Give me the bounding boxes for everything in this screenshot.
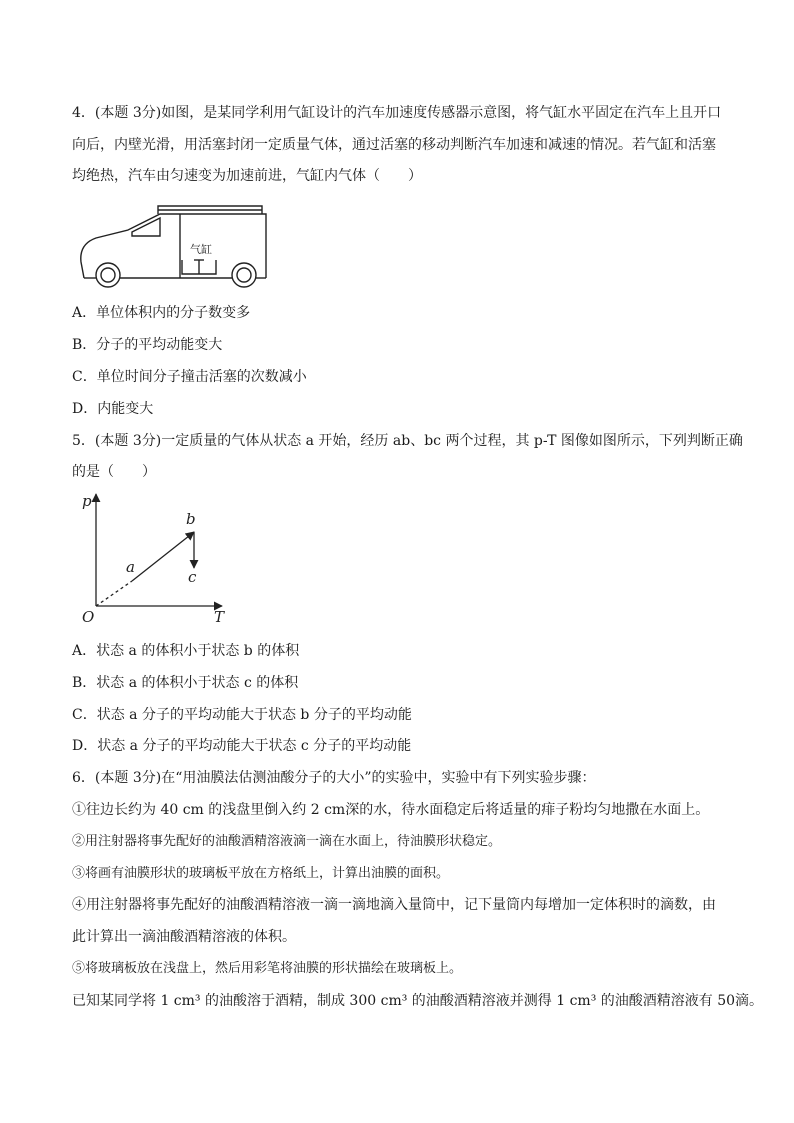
p-T-graph [76,488,236,628]
q5-option-a: A．状态 a 的体积小于状态 b 的体积 [72,643,300,659]
car-cylinder-figure [76,200,276,292]
q6-step-5: ⑤将玻璃板放在浅盘上，然后用彩笔将油膜的形状描绘在玻璃板上。 [72,961,463,976]
q5-stem-line-2: 的是（ ） [72,464,156,480]
q6-step-3: ③将画有油膜形状的玻璃板平放在方格纸上，计算出油膜的面积。 [72,866,450,881]
cylinder-label: 气缸 [190,243,212,256]
q4-stem-line-2: 向后，内壁光滑，用活塞封闭一定质量气体，通过活塞的移动判断汽车加速和减速的情况。若气缸和活塞 [72,137,716,153]
y-axis-label: p [82,492,92,510]
q6-step-2: ②用注射器将事先配好的油酸酒精溶液滴一滴在水面上，待油膜形状稳定。 [72,834,502,849]
process-ab-line [132,532,194,581]
q4-option-a: A．单位体积内的分子数变多 [72,305,251,321]
q6-step-1: ①往边长约为 40 cm 的浅盘里倒入约 2 cm深的水，待水面稳定后将适量的痱子粉均匀地撒在水面上。 [72,802,710,818]
extension-dashed-line [96,581,132,606]
point-b-label: b [186,510,196,528]
q6-step-4-line-1: ④用注射器将事先配好的油酸酒精溶液一滴一滴地滴入量筒中，记下量筒内每增加一定体积时的滴数，由 [72,897,716,913]
q4-stem-line-1: 4．(本题 3分)如图，是某同学利用气缸设计的汽车加速度传感器示意图，将气缸水平固定在汽车上且开口 [72,105,722,121]
q5-option-b: B．状态 a 的体积小于状态 c 的体积 [72,675,299,691]
q4-option-d: D．内能变大 [72,401,154,417]
x-axis-label: T [214,608,225,626]
point-a-label: a [126,558,135,576]
q4-stem-line-3: 均绝热，汽车由匀速变为加速前进，气缸内气体（ ） [72,168,422,184]
q6-step-4-line-2: 此计算出一滴油酸酒精溶液的体积。 [72,929,296,945]
origin-label: O [82,608,95,626]
q4-option-c: C．单位时间分子撞击活塞的次数减小 [72,369,307,385]
q5-stem-line-1: 5．(本题 3分)一定质量的气体从状态 a 开始，经历 ab、bc 两个过程，其 p-T 图像如图所示，下列判断正确 [72,433,743,449]
q5-option-d: D．状态 a 分子的平均动能大于状态 c 分子的平均动能 [72,738,412,754]
q6-intro: 6．(本题 3分)在“用油膜法估测油酸分子的大小”的实验中，实验中有下列实验步骤： [72,770,596,786]
q5-option-c: C．状态 a 分子的平均动能大于状态 b 分子的平均动能 [72,707,412,723]
point-c-label: c [188,568,197,586]
q6-given-data: 已知某同学将 1 cm³ 的油酸溶于酒精，制成 300 cm³ 的油酸酒精溶液并测得 1 cm³ 的油酸酒精溶液有 50滴。 [72,993,764,1009]
q4-option-b: B．分子的平均动能变大 [72,337,223,353]
